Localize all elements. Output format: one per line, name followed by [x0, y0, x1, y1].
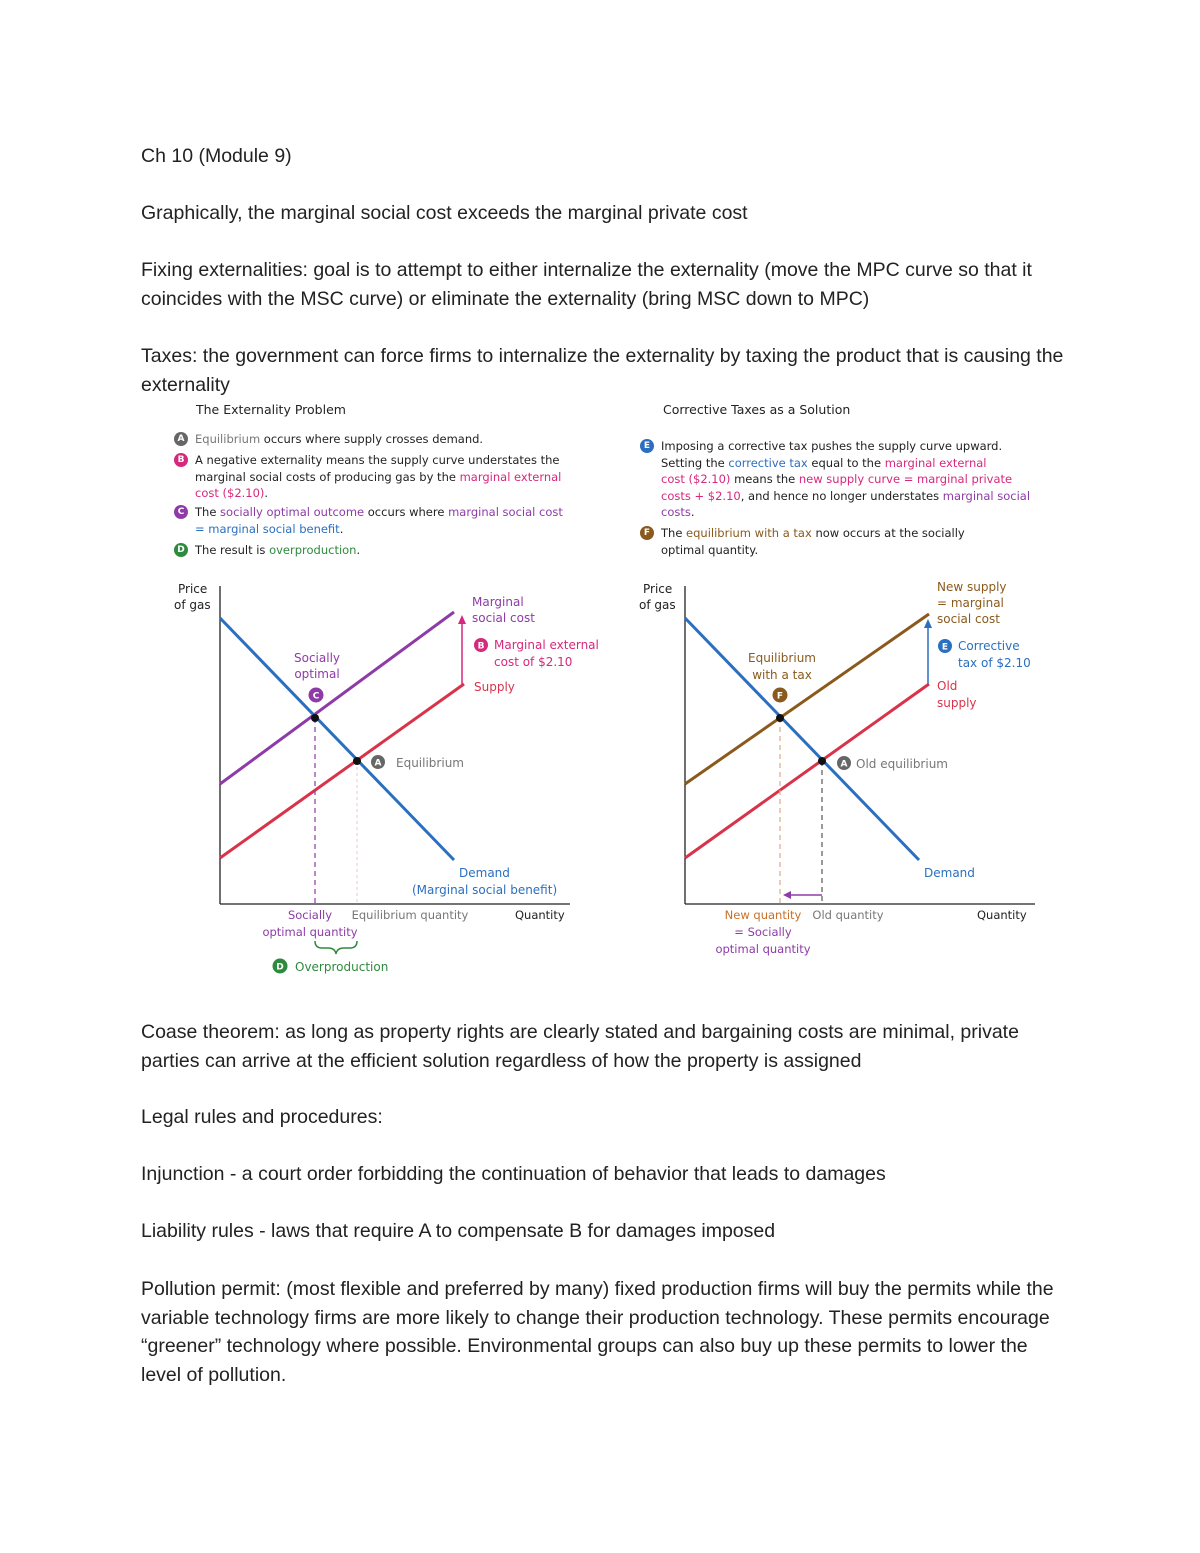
y-label-2: of gas [639, 598, 676, 612]
equilibrium-with-tax-point [776, 714, 784, 722]
x-opt-label-1: Socially [287, 908, 333, 922]
y-label-2: of gas [174, 598, 211, 612]
badge-c-chart-text: C [312, 691, 320, 702]
old-supply-label-1: Old [937, 679, 958, 693]
note-e: E Imposing a corrective tax pushes the supply curve upward. Setting the corrective tax equal to the marginal external cost ($2.10) means the new supply curve = marginal private costs + $2.10, and hence no longer understates marginal social costs. [640, 438, 1040, 520]
demand-label: Demand [924, 866, 975, 880]
paragraph-pollution-permit: Pollution permit: (most flexible and preferred by many) fixed production firms will buy the permits while the variable technology firms are more likely to change their production technology. These permits encourage “greener” technology where possible. Environmental groups can also buy up these permits to lower the level of pollution. [141, 1278, 1054, 1386]
doc-heading: Ch 10 (Module 9) [141, 145, 292, 167]
old-equilibrium-label: Old equilibrium [856, 757, 948, 771]
mec-arrowhead [458, 615, 466, 624]
figure-externality-problem: The Externality Problem A Equilibrium occurs where supply crosses demand. B A negative externality means the supply curve understates the marginal social costs of producing gas by the marginal external cost ($2.10). C The socially optimal outcome occurs where marginal social cost = marginal social benefit. D The result is overproduction. Price of gas Marginal social cost B Marginal external cost of $2.10 Supply Socially optimal C A Equilibrium Demand (Marginal social benefit) Socially optimal quantity Equilibrium quantity Quantity D Overproduction [170, 398, 610, 988]
paragraph-injunction: Injunction - a court order forbidding the continuation of behavior that leads to damages [141, 1163, 886, 1185]
paragraph-liability: Liability rules - laws that require A to compensate B for damages imposed [141, 1220, 776, 1242]
overproduction-label: Overproduction [295, 960, 389, 974]
tax-label-2: tax of $2.10 [958, 656, 1031, 670]
mec-label-2: cost of $2.10 [494, 655, 573, 669]
figure-title: Corrective Taxes as a Solution [663, 402, 851, 417]
badge-d-chart-text: D [276, 962, 284, 973]
externality-chart [170, 398, 610, 988]
tax-arrowhead [924, 619, 932, 628]
opt-label-1: Socially [293, 651, 341, 665]
badge-b: B [174, 453, 188, 467]
old-equilibrium-point [818, 757, 826, 765]
corrective-tax-chart [635, 398, 1055, 968]
note-c: C The socially optimal outcome occurs where marginal social cost = marginal social benefit. [174, 504, 594, 538]
badge-a-chart-text: A [374, 758, 382, 769]
y-label-1: Price [178, 582, 208, 596]
badge-a-chart-text: A [840, 759, 848, 770]
paragraph-fixing-externalities: Fixing externalities: goal is to attempt to either internalize the externality (move the MPC curve so that it coincides with the MSC curve) or eliminate the externality (bring MSC down to MPC) [141, 259, 1032, 310]
new-quantity-label-3: optimal quantity [715, 942, 811, 956]
y-label-1: Price [643, 582, 673, 596]
badge-f-chart-text: F [776, 691, 784, 702]
badge-e-chart-text: E [941, 642, 949, 653]
paragraph-msc: Graphically, the marginal social cost exceeds the marginal private cost [141, 202, 748, 224]
badge-f: F [640, 526, 654, 540]
note-f: F The equilibrium with a tax now occurs at the socially optimal quantity. [640, 525, 1040, 559]
new-supply-label-3: social cost [937, 612, 1000, 626]
paragraph-taxes: Taxes: the government can force firms to internalize the externality by taxing the product that is causing the externality [141, 345, 1064, 396]
new-quantity-label-1: New quantity [724, 908, 802, 922]
note-b: B A negative externality means the supply curve understates the marginal social costs of producing gas by the marginal external cost ($2.10). [174, 452, 594, 502]
x-opt-label-2: optimal quantity [262, 925, 358, 939]
mec-label-1: Marginal external [494, 638, 599, 652]
new-quantity-label-2: = Socially [734, 925, 792, 939]
overproduction-brace [315, 941, 357, 954]
badge-d: D [174, 543, 188, 557]
x-axis-label: Quantity [977, 908, 1027, 922]
old-supply-label-2: supply [937, 696, 977, 710]
badge-a: A [174, 432, 188, 446]
eq-tax-label-2: with a tax [752, 668, 812, 682]
old-quantity-label: Old quantity [812, 908, 884, 922]
demand-label-2: (Marginal social benefit) [412, 883, 558, 897]
equilibrium-point [353, 757, 361, 765]
quantity-shift-arrowhead [783, 891, 791, 899]
x-axis-label: Quantity [515, 908, 565, 922]
supply-label: Supply [474, 680, 515, 694]
paragraph-coase: Coase theorem: as long as property rights are clearly stated and bargaining costs are minimal, private parties can arrive at the efficient solution regardless of how the property is assigned [141, 1021, 1019, 1072]
tax-label-1: Corrective [958, 639, 1020, 653]
figure-title: The Externality Problem [196, 402, 346, 417]
new-supply-label-2: = marginal [937, 596, 1004, 610]
paragraph-legal-rules: Legal rules and procedures: [141, 1106, 383, 1128]
msc-label-1: Marginal [472, 595, 524, 609]
demand-label-1: Demand [459, 866, 510, 880]
badge-c: C [174, 505, 188, 519]
figure-corrective-taxes [635, 398, 1055, 968]
eq-tax-label-1: Equilibrium [748, 651, 816, 665]
equilibrium-label: Equilibrium [396, 756, 464, 770]
opt-label-2: optimal [294, 667, 340, 681]
msc-label-2: social cost [472, 611, 535, 625]
badge-b-chart-text: B [477, 641, 485, 652]
socially-optimal-point [311, 714, 319, 722]
badge-e: E [640, 439, 654, 453]
x-eq-label: Equilibrium quantity [351, 908, 469, 922]
new-supply-label-1: New supply [937, 580, 1007, 594]
